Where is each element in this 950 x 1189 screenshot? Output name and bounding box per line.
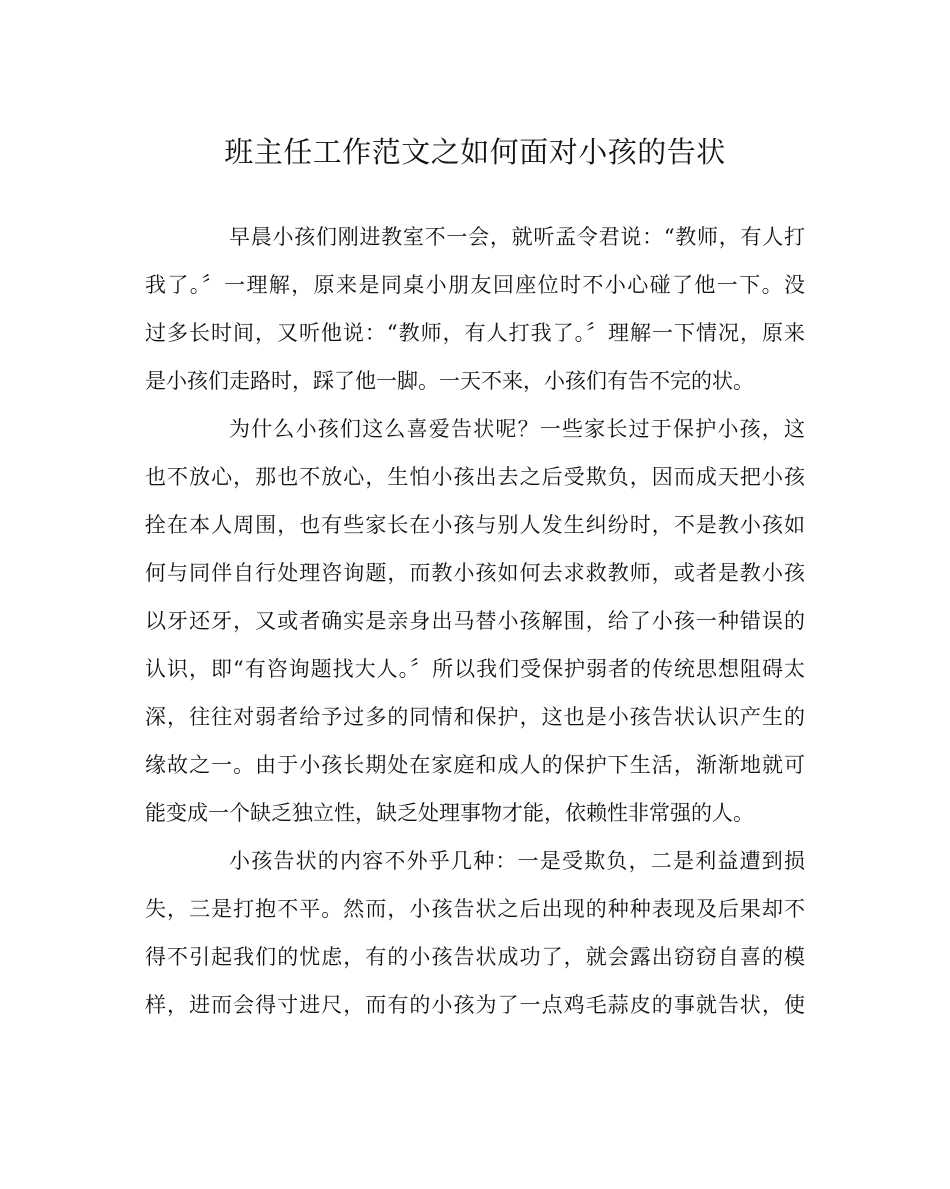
text-line: 拴在本人周围，也有些家长在小孩与别人发生纠纷时，不是教小孩如 — [145, 513, 805, 537]
document-body — [145, 213, 805, 1029]
text-line: 得不引起我们的忧虑，有的小孩告状成功了，就会露出窃窃自喜的模 — [145, 945, 805, 969]
text-line: 深，往往对弱者给予过多的同情和保护，这也是小孩告状认识产生的 — [145, 705, 805, 729]
text-line: 缘故之一。由于小孩长期处在家庭和成人的保护下生活，渐渐地就可 — [145, 753, 805, 777]
page-title: 班主任工作范文之如何面对小孩的告状 — [224, 135, 726, 169]
paragraph-2 — [145, 405, 805, 837]
text-line: 过多长时间，又听他说：“教师，有人打我了。〞理解一下情况，原来 — [145, 321, 805, 345]
text-line: 早晨小孩们刚进教室不一会，就听孟令君说：“教师，有人打 — [229, 225, 805, 249]
text-line: 能变成一个缺乏独立性，缺乏处理事物才能，依赖性非常强的人。 — [145, 801, 754, 825]
text-line: 也不放心，那也不放心，生怕小孩出去之后受欺负，因而成天把小孩 — [145, 465, 805, 489]
text-line: 我了。〞一理解，原来是同桌小朋友回座位时不小心碰了他一下。没 — [145, 273, 805, 297]
text-line: 样，进而会得寸进尺，而有的小孩为了一点鸡毛蒜皮的事就告状，使 — [145, 993, 805, 1017]
paragraph-3 — [145, 837, 805, 1029]
text-line: 何与同伴自行处理咨询题，而教小孩如何去求救教师，或者是教小孩 — [145, 561, 805, 585]
text-line: 认识，即“有咨询题找大人。〞所以我们受保护弱者的传统思想阻碍太 — [145, 657, 805, 681]
text-line: 小孩告状的内容不外乎几种：一是受欺负，二是利益遭到损 — [229, 849, 805, 873]
text-line: 失，三是打抱不平。然而，小孩告状之后出现的种种表现及后果却不 — [145, 897, 805, 921]
text-line: 以牙还牙，又或者确实是亲身出马替小孩解围，给了小孩一种错误的 — [145, 609, 805, 633]
text-line: 是小孩们走路时，踩了他一脚。一天不来，小孩们有告不完的状。 — [145, 369, 754, 393]
paragraph-1 — [145, 213, 805, 405]
text-line: 为什么小孩们这么喜爱告状呢？一些家长过于保护小孩，这 — [229, 417, 805, 441]
